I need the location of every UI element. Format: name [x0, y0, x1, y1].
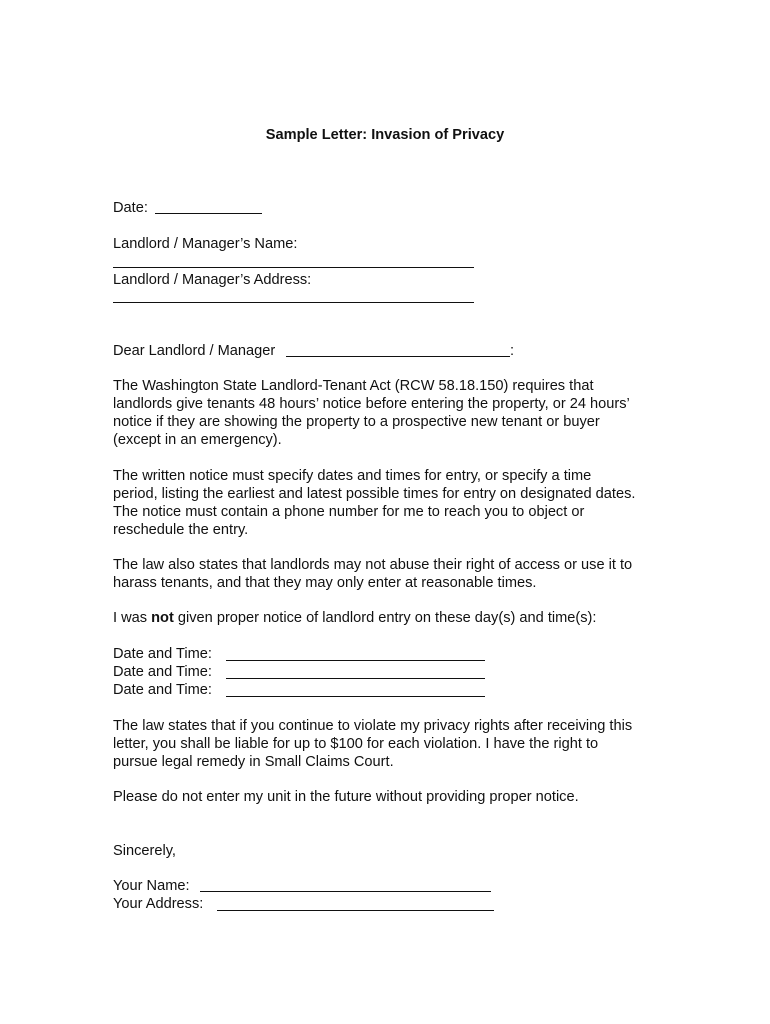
- paragraph-line: (except in an emergency).: [113, 432, 282, 448]
- date-time-field-1[interactable]: [226, 660, 485, 661]
- paragraph-line: period, listing the earliest and latest possible times for entry on designated dates.: [113, 486, 636, 502]
- your-address-label: Your Address:: [113, 896, 204, 912]
- paragraph-line: notice if they are showing the property to a prospective new tenant or buyer: [113, 414, 600, 430]
- paragraph-line: landlords give tenants 48 hours’ notice before entering the property, or 24 hours’: [113, 396, 630, 412]
- date-time-label-2: Date and Time:: [113, 664, 212, 680]
- date-time-label-1: Date and Time:: [113, 646, 212, 662]
- paragraph-liability: [113, 717, 673, 771]
- paragraph-not-given-notice: [113, 609, 596, 627]
- paragraph-line: The law also states that landlords may not abuse their right of access or use it to: [113, 557, 633, 573]
- paragraph-text-before: I was: [113, 610, 152, 626]
- landlord-name-field[interactable]: [113, 267, 474, 268]
- paragraph-line: The written notice must specify dates and times for entry, or specify a time: [113, 468, 592, 484]
- date-time-field-3[interactable]: [226, 696, 485, 697]
- salutation-prefix: Dear Landlord / Manager: [113, 343, 276, 359]
- your-address-field[interactable]: [217, 910, 494, 911]
- paragraph-access-abuse: [113, 556, 673, 592]
- landlord-address-field[interactable]: [113, 302, 474, 303]
- your-name-field[interactable]: [200, 891, 491, 892]
- letter-title: Sample Letter: Invasion of Privacy: [265, 127, 505, 143]
- paragraph-text-after: given proper notice of landlord entry on these day(s) and time(s):: [173, 610, 597, 626]
- landlord-address-label: Landlord / Manager’s Address:: [113, 272, 312, 288]
- landlord-name-label: Landlord / Manager’s Name:: [113, 236, 298, 252]
- paragraph-line: The law states that if you continue to violate my privacy rights after receiving this: [113, 718, 633, 734]
- your-name-label: Your Name:: [113, 878, 190, 894]
- date-field[interactable]: [155, 213, 262, 214]
- paragraph-emphasis: not: [151, 610, 174, 626]
- paragraph-line: pursue legal remedy in Small Claims Court.: [113, 754, 394, 770]
- date-time-field-2[interactable]: [226, 678, 485, 679]
- paragraph-notice-requirement: [113, 377, 673, 449]
- date-time-label-3: Date and Time:: [113, 682, 212, 698]
- paragraph-line: reschedule the entry.: [113, 522, 249, 538]
- paragraph-request: Please do not enter my unit in the future without providing proper notice.: [113, 789, 579, 805]
- paragraph-line: The Washington State Landlord-Tenant Act (RCW 58.18.150) requires that: [113, 378, 594, 394]
- paragraph-line: letter, you shall be liable for up to $100 for each violation. I have the right to: [113, 736, 599, 752]
- paragraph-line: The notice must contain a phone number for me to reach you to object or: [113, 504, 585, 520]
- salutation-colon: :: [510, 343, 515, 359]
- paragraph-line: harass tenants, and that they may only enter at reasonable times.: [113, 575, 537, 591]
- paragraph-written-notice: [113, 467, 673, 539]
- closing: Sincerely,: [113, 843, 176, 859]
- date-label: Date:: [113, 200, 148, 216]
- landlord-salutation-field[interactable]: [286, 356, 510, 357]
